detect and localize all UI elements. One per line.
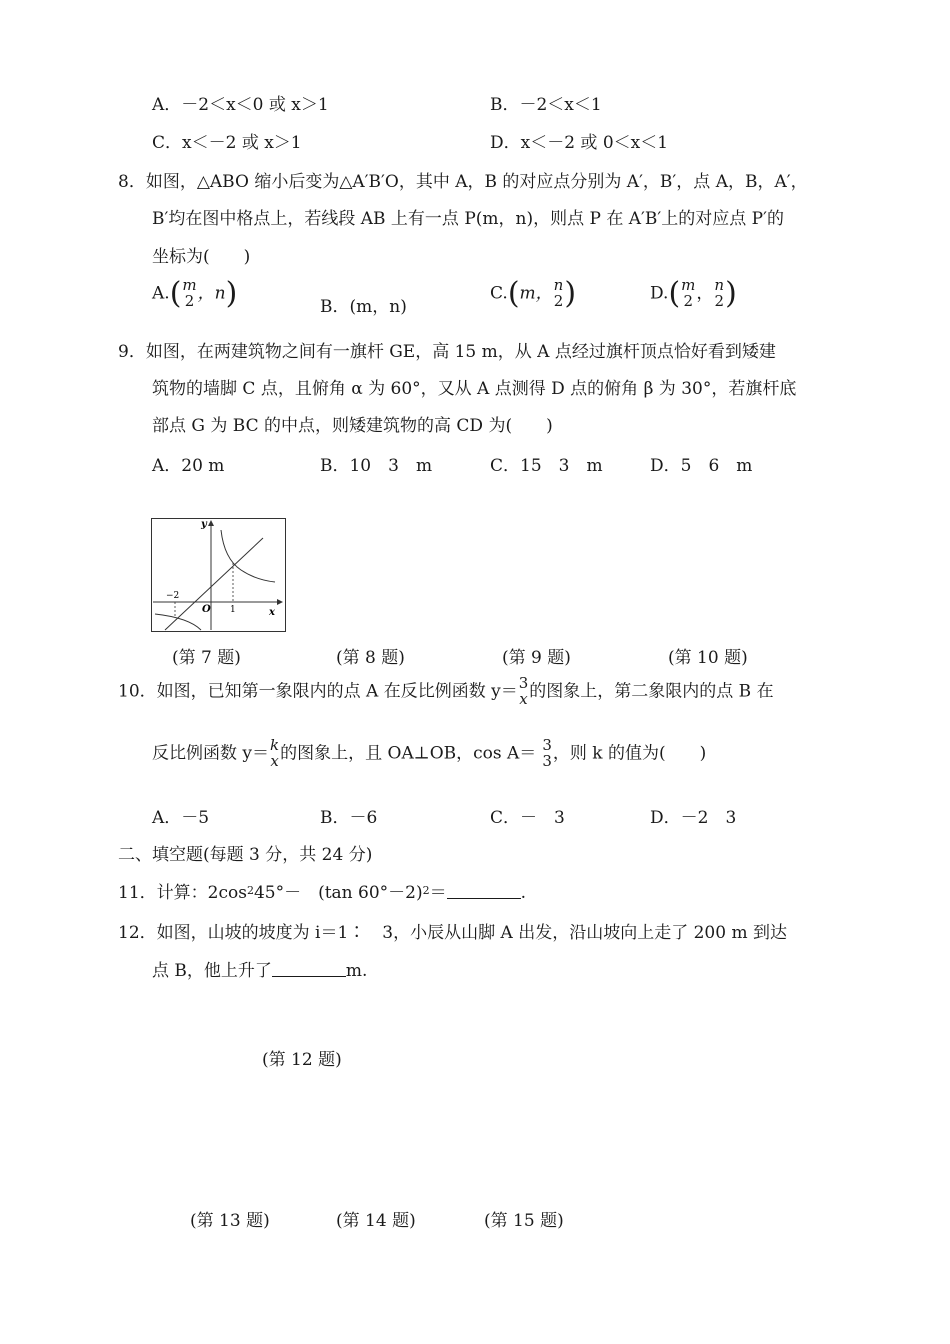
q10-line-1-b: 的图象上，第二象限内的点 B 在 <box>529 681 774 702</box>
q8-d-denominator-2: 2 <box>714 291 724 310</box>
q8-c-denominator: 2 <box>553 291 564 310</box>
q9-line-2: 筑物的墙脚 C 点，且俯角 α 为 60°，又从 A 点测得 D 点的俯角 β 为 30°，若旗杆底 <box>152 379 797 399</box>
q10-frac1-num: 3 <box>518 674 529 692</box>
q12-line-2 <box>152 956 367 981</box>
q10-line-1-a: 10．如图，已知第一象限内的点 A 在反比例函数 y＝ <box>118 681 518 702</box>
x-axis-label: x <box>269 607 275 618</box>
q10-frac3-den: 3 <box>542 751 552 770</box>
q8-a-numerator: m <box>182 276 197 294</box>
q10-frac1-den: x <box>519 689 528 708</box>
q8-d-numerator-2: n <box>714 276 725 294</box>
q11-sup-1: 2 <box>246 884 254 897</box>
caption-q14: (第 14 题) <box>336 1211 416 1231</box>
caption-q8: (第 8 题) <box>336 648 405 668</box>
q7-option-b: B．－2＜x＜1 <box>490 95 602 115</box>
q12-line-2-a: 点 B，他上升了 <box>152 961 272 981</box>
q11-c: ＝ <box>429 883 447 903</box>
hyperbola-branch-2 <box>155 614 201 630</box>
figure-q7-frame <box>152 519 286 632</box>
q8-d-denominator-1: 2 <box>683 291 694 310</box>
figure-q7-graph <box>151 518 286 632</box>
q8-a-second: ，n <box>197 283 226 304</box>
q8-option-a: A.( m 2 ，n) <box>152 275 238 311</box>
x-axis-arrow <box>277 599 283 605</box>
q10-line-2-b: 的图象上，且 OA⊥OB，cos A＝ <box>280 743 537 764</box>
q10-option-d: D．－2 3 <box>650 808 737 828</box>
q8-line-3: 坐标为( ) <box>152 247 251 267</box>
q9-option-c: C．15 3 m <box>490 456 603 476</box>
q8-option-a-prefix: A. <box>152 283 170 304</box>
caption-q13: (第 13 题) <box>190 1211 270 1231</box>
q10-option-c: C．－ 3 <box>490 808 565 828</box>
q7-option-c: C．x＜－2 或 x＞1 <box>152 133 302 153</box>
q10-frac2-num: k <box>270 736 280 754</box>
q11-b: 45°－ (tan 60°－2) <box>253 883 423 903</box>
q10-line-2-c: ，则 k 的值为( ) <box>552 743 707 764</box>
q9-line-3: 部点 G 为 BC 的中点，则矮建筑物的高 CD 为( ) <box>152 416 553 436</box>
q10-line-2 <box>152 738 706 770</box>
q11-answer-blank <box>447 884 521 899</box>
y-axis-label: y <box>201 519 207 530</box>
q8-option-b: B．(m，n) <box>320 297 407 317</box>
q8-c-first: m， <box>519 283 553 304</box>
hyperbola-branch-1 <box>221 530 275 582</box>
q12-answer-blank <box>272 962 346 977</box>
q11-line <box>118 878 526 903</box>
caption-q12: (第 12 题) <box>262 1050 342 1070</box>
q7-option-a: A．－2＜x＜0 或 x＞1 <box>152 95 329 115</box>
q8-d-numerator-1: m <box>681 276 696 294</box>
caption-q9: (第 9 题) <box>502 648 571 668</box>
q7-option-d: D．x＜－2 或 0＜x＜1 <box>490 133 669 153</box>
q12-line-1: 12．如图，山坡的坡度为 i＝1∶ 3，小辰从山脚 A 出发，沿山坡向上走了 200 m 到达 <box>118 923 787 943</box>
q9-option-a: A．20 m <box>152 456 225 476</box>
q8-c-numerator: n <box>553 276 564 294</box>
q8-a-denominator: 2 <box>184 291 195 310</box>
caption-q15: (第 15 题) <box>484 1211 564 1231</box>
q8-d-comma: ， <box>696 283 714 304</box>
caption-q10: (第 10 题) <box>668 648 748 668</box>
q8-line-2: B′均在图中格点上，若线段 AB 上有一点 P(m，n)，则点 P 在 A′B′上的对应点 P′的 <box>152 209 784 229</box>
q9-line-1: 9．如图，在两建筑物之间有一旗杆 GE，高 15 m，从 A 点经过旗杆顶点恰好看到矮建 <box>118 342 776 362</box>
q10-frac3-num: 3 <box>542 736 552 754</box>
q8-line-1: 8．如图，△ABO 缩小后变为△A′B′O，其中 A，B 的对应点分别为 A′，B′，点 A，B，A′， <box>118 172 808 192</box>
q11-d: . <box>520 883 527 903</box>
origin-label: O <box>202 604 211 615</box>
tick-label-1: 1 <box>230 605 236 615</box>
q8-option-d-prefix: D. <box>650 283 669 304</box>
caption-q7: (第 7 题) <box>172 648 241 668</box>
q10-option-a: A．－5 <box>152 808 210 828</box>
q8-option-d: D.( m 2 ， n 2 ) <box>650 275 737 311</box>
q10-line-2-a: 反比例函数 y＝ <box>152 743 270 764</box>
linear-graph <box>165 538 263 630</box>
q10-line-1 <box>118 676 774 708</box>
section-2-heading: 二、填空题(每题 3 分，共 24 分) <box>118 845 373 865</box>
q9-option-b: B．10 3 m <box>320 456 433 476</box>
tick-label-neg2: −2 <box>166 591 180 601</box>
q8-option-c: C.(m， n 2 ) <box>490 275 577 311</box>
q12-line-2-b: m. <box>345 961 368 981</box>
q11-a: 11．计算：2cos <box>118 883 247 903</box>
q11-sup-2: 2 <box>422 884 430 897</box>
y-axis-arrow <box>208 520 214 526</box>
q10-option-b: B．－6 <box>320 808 378 828</box>
q8-option-c-prefix: C. <box>490 283 508 304</box>
q10-frac2-den: x <box>270 751 279 770</box>
q9-option-d: D．5 6 m <box>650 456 753 476</box>
